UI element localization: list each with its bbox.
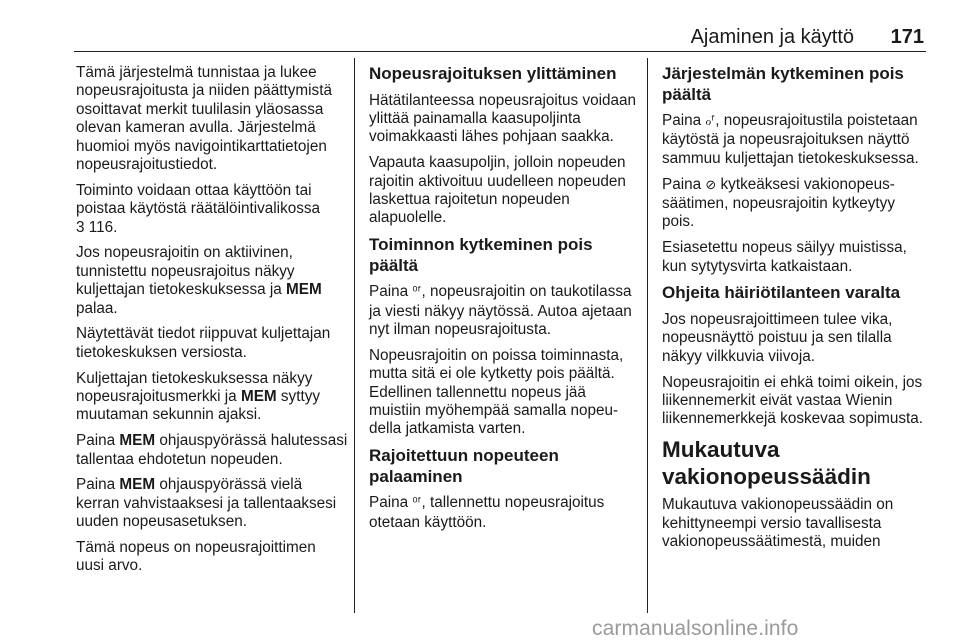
paragraph-text: kytkeäksesi vakionopeussäätimen, nopeusrajoitin kytkeytyy pois. xyxy=(662,175,895,231)
section-heading: Nopeusrajoituksen ylittäminen xyxy=(369,64,617,83)
paragraph-text: ohjauspyörässä halutessasi tallentaa ehdotetun nopeuden. xyxy=(76,432,348,468)
paragraph-text: Toiminto voidaan ottaa käyttöön tai poistaa käytöstä räätälöintivalikossa xyxy=(76,181,321,218)
column-divider-1 xyxy=(354,58,355,613)
resume-control-icon: ⁰ᶠ xyxy=(412,496,422,512)
paragraph xyxy=(369,283,641,339)
paragraph xyxy=(662,112,928,168)
paragraph-text: Paina xyxy=(662,112,702,129)
page-reference-link[interactable]: 3 116. xyxy=(76,218,118,236)
mem-button-label: MEM xyxy=(240,388,277,406)
mem-button-label: MEM xyxy=(286,281,322,299)
cruise-control-icon: ⊘ xyxy=(705,177,717,193)
page-header xyxy=(74,26,926,48)
paragraph-text: palaa. xyxy=(76,299,118,317)
paragraph-text: Paina xyxy=(369,283,409,301)
paragraph-text: Paina xyxy=(369,494,409,512)
speed-limiter-icon: ℴᶠ xyxy=(705,114,716,129)
header-rule xyxy=(74,51,926,52)
paragraph-text: syttyy muutaman sekunnin ajaksi. xyxy=(76,388,320,424)
paragraph-text: Paina xyxy=(662,175,702,193)
paragraph: Jos nopeusrajoittimeen tulee vika, nopeusnäyttö poistuu ja sen tilalla näkyy vilkkuvia viivoja. xyxy=(662,310,893,365)
chapter-heading: Mukautuva vakionopeussäädin xyxy=(662,437,871,490)
paragraph xyxy=(76,244,348,318)
paragraph-text: Jos nopeusrajoitin on aktiivinen, tunnistettu nopeusrajoitus näkyy kuljettajan tietokeskuksessa ja xyxy=(76,244,295,299)
paragraph xyxy=(76,370,348,425)
paragraph: Vapauta kaasupoljin, jolloin nopeuden rajoitin aktivoituu uudelleen nopeuden laskettua rajoitetun nopeuden alapuolelle. xyxy=(369,154,626,227)
paragraph-text: , nopeusrajoitustila poistetaan käytöstä ja nopeusrajoituksen näyttö sammuu kuljettajan tietokeskuksessa. xyxy=(662,112,919,167)
column-3 xyxy=(662,64,928,559)
paragraph-text: Kuljettajan tietokeskuksessa näkyy nopeusrajoitusmerkki ja xyxy=(76,369,313,406)
section-heading: Ohjeita häiriötilanteen varalta xyxy=(662,283,901,303)
paragraph xyxy=(76,182,348,237)
paragraph-text: , tallennettu nopeusrajoitus otetaan käyttöön. xyxy=(369,494,605,531)
paragraph xyxy=(76,432,348,469)
paragraph: Nopeusrajoitin ei ehkä toimi oikein, jos liikennemerkit eivät vastaa Wienin liikennemerkkejä koskevaa sopimusta. xyxy=(662,373,924,428)
page-number: 171 xyxy=(890,26,924,48)
section-heading: Toiminnon kytkeminen pois päältä xyxy=(369,235,593,275)
header-title: Ajaminen ja käyttö xyxy=(690,26,854,48)
section-heading: Järjestelmän kytkeminen pois päältä xyxy=(662,64,904,104)
watermark: carmanualsonline.info xyxy=(592,617,799,640)
paragraph: Näytettävät tiedot riippuvat kuljettajan tietokeskuksen versiosta. xyxy=(76,325,331,361)
paragraph: Hätätilanteessa nopeusrajoitus voidaan ylittää painamalla kaasupoljinta voimakkaasti lähes pohjaan saakka. xyxy=(369,91,637,146)
paragraph: Esiasetettu nopeus säilyy muistissa, kun sytytysvirta katkaistaan. xyxy=(662,239,907,275)
paragraph-text: Paina xyxy=(76,432,116,450)
mem-button-label: MEM xyxy=(119,432,156,450)
section-heading: Rajoitettuun nopeuteen palaaminen xyxy=(369,446,559,486)
paragraph: Tämä nopeus on nopeusrajoittimen uusi arvo. xyxy=(76,539,316,575)
column-1 xyxy=(76,64,348,583)
paragraph xyxy=(662,176,928,232)
pause-control-icon: ⁰ᶠ xyxy=(412,285,422,301)
paragraph-text: , nopeusrajoitin on taukotilassa ja viesti näkyy näytössä. Autoa ajetaan nyt ilman nopeusrajoitusta. xyxy=(369,283,632,338)
paragraph: Mukautuva vakionopeussäädin on kehittyneempi versio tavallisesta vakionopeussäätimestä, muiden xyxy=(662,496,894,550)
paragraph-text: Paina xyxy=(76,476,116,494)
paragraph: Tämä järjestelmä tunnistaa ja lukee nopeusrajoitusta ja niiden päättymistä osoittavat merkit tuulilasin yläosassa olevan kameran avulla. Järjestelmä huomioi myös navigointikarttatietojen nopeusrajoitustiedot. xyxy=(76,64,332,174)
column-2 xyxy=(369,64,641,539)
paragraph: Nopeusrajoitin on poissa toiminnasta, mutta sitä ei ole kytketty pois päältä. Edellinen tallennettu nopeus jää muistiin myöhempää samalla nopeudella jatkamista varten. xyxy=(369,346,624,438)
column-divider-2 xyxy=(647,58,648,613)
paragraph xyxy=(76,476,348,531)
paragraph xyxy=(369,494,641,532)
mem-button-label: MEM xyxy=(119,476,156,494)
paragraph-text: ohjauspyörässä vielä kerran vahvistaaksesi ja tallentaaksesi uuden nopeusasetuksen. xyxy=(76,476,337,531)
